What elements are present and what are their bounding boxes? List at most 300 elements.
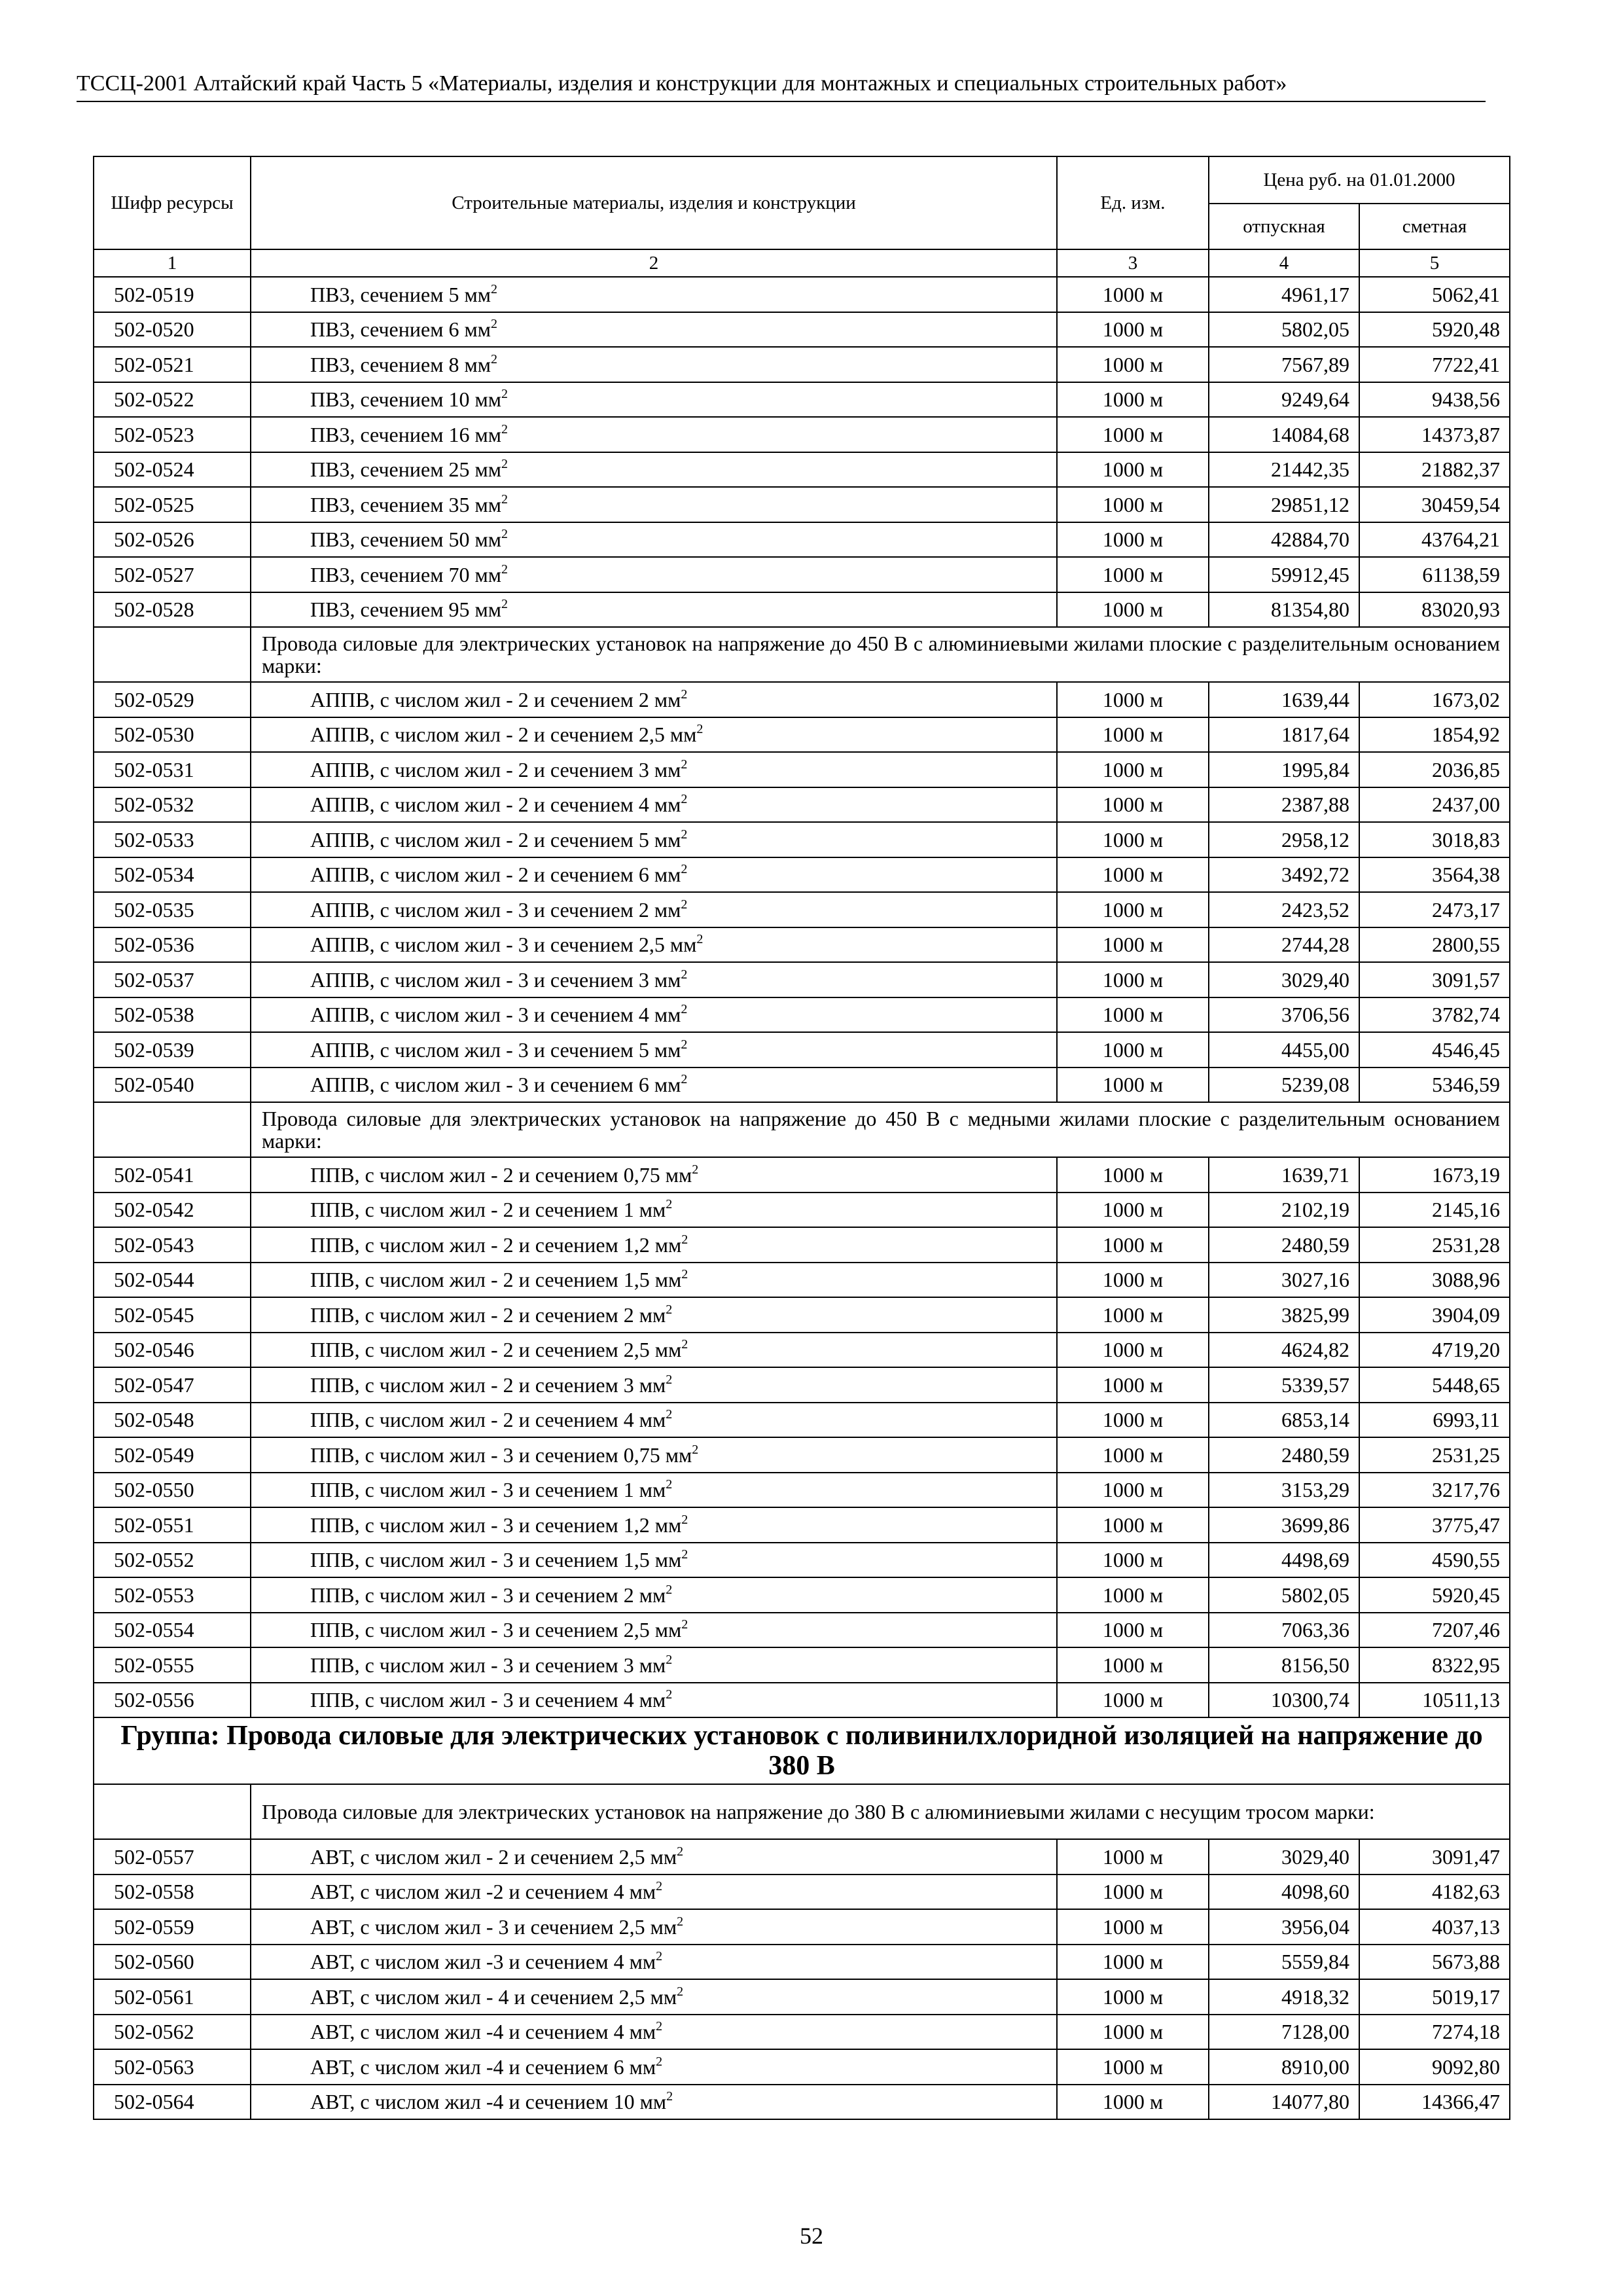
section-description-row	[94, 1102, 1510, 1157]
resource-code: 502-0559	[94, 1909, 251, 1945]
superscript: 2	[681, 967, 688, 982]
unit: 1000 м	[1057, 1437, 1209, 1473]
material-name	[251, 1473, 1057, 1508]
superscript: 2	[666, 1582, 673, 1597]
unit: 1000 м	[1057, 1909, 1209, 1945]
material-name-text: АВТ, с числом жил -2 и сечением 4 мм	[310, 1880, 656, 1904]
material-name	[251, 1437, 1057, 1473]
material-name-text: АВТ, с числом жил -4 и сечением 4 мм	[310, 2020, 656, 2044]
table-row	[94, 717, 1510, 753]
resource-code: 502-0541	[94, 1157, 251, 1193]
material-name	[251, 1157, 1057, 1193]
estimate-price: 5062,41	[1359, 277, 1510, 312]
table-row	[94, 557, 1510, 592]
table-row	[94, 592, 1510, 628]
material-name-text: ПВ3, сечением 25 мм	[310, 457, 501, 482]
resource-code: 502-0557	[94, 1839, 251, 1874]
superscript: 2	[501, 422, 508, 437]
resource-code: 502-0547	[94, 1367, 251, 1403]
section-description-row	[94, 627, 1510, 682]
material-name-text: АППВ, с числом жил - 2 и сечением 6 мм	[310, 863, 681, 887]
release-price: 2480,59	[1209, 1227, 1359, 1263]
price-table	[93, 156, 1510, 2120]
resource-code: 502-0533	[94, 822, 251, 857]
col-number: 4	[1209, 249, 1359, 277]
material-name-text: ППВ, с числом жил - 2 и сечением 1 мм	[310, 1198, 666, 1222]
col-number: 2	[251, 249, 1057, 277]
unit: 1000 м	[1057, 1613, 1209, 1648]
material-name-text: ПВ3, сечением 8 мм	[310, 352, 491, 376]
material-name-text: ППВ, с числом жил - 3 и сечением 2,5 мм	[310, 1618, 682, 1642]
release-price: 7128,00	[1209, 2015, 1359, 2050]
material-name-text: АВТ, с числом жил - 4 и сечением 2,5 мм	[310, 1984, 677, 2009]
table-row	[94, 1543, 1510, 1578]
material-name-text: АППВ, с числом жил - 2 и сечением 2,5 мм	[310, 723, 697, 747]
material-name	[251, 1613, 1057, 1648]
material-name-text: ППВ, с числом жил - 2 и сечением 1,2 мм	[310, 1232, 682, 1257]
unit: 1000 м	[1057, 1193, 1209, 1228]
resource-code: 502-0527	[94, 557, 251, 592]
release-price: 3153,29	[1209, 1473, 1359, 1508]
material-name	[251, 1297, 1057, 1333]
table-row	[94, 1403, 1510, 1438]
col-number: 1	[94, 249, 251, 277]
material-name	[251, 1507, 1057, 1543]
unit: 1000 м	[1057, 2015, 1209, 2050]
estimate-price: 2531,25	[1359, 1437, 1510, 1473]
release-price: 14084,68	[1209, 417, 1359, 452]
estimate-price: 83020,93	[1359, 592, 1510, 628]
release-price: 1817,64	[1209, 717, 1359, 753]
material-name-text: ПВ3, сечением 10 мм	[310, 387, 501, 412]
material-name-text: АППВ, с числом жил - 3 и сечением 5 мм	[310, 1037, 681, 1062]
estimate-price: 2531,28	[1359, 1227, 1510, 1263]
release-price: 3825,99	[1209, 1297, 1359, 1333]
estimate-price: 9092,80	[1359, 2049, 1510, 2085]
material-name	[251, 1647, 1057, 1683]
superscript: 2	[666, 1407, 673, 1422]
superscript: 2	[681, 897, 688, 912]
superscript: 2	[666, 1477, 673, 1492]
resource-code: 502-0552	[94, 1543, 251, 1578]
superscript: 2	[692, 1162, 699, 1177]
release-price: 81354,80	[1209, 592, 1359, 628]
estimate-price: 3782,74	[1359, 997, 1510, 1033]
resource-code: 502-0545	[94, 1297, 251, 1333]
resource-code: 502-0535	[94, 892, 251, 927]
resource-code: 502-0548	[94, 1403, 251, 1438]
superscript: 2	[692, 1442, 699, 1457]
material-name	[251, 717, 1057, 753]
material-name-text: АППВ, с числом жил - 2 и сечением 2 мм	[310, 687, 681, 711]
unit: 1000 м	[1057, 1874, 1209, 1910]
superscript: 2	[681, 1267, 688, 1282]
release-price: 2102,19	[1209, 1193, 1359, 1228]
table-row	[94, 1945, 1510, 1980]
estimate-price: 5019,17	[1359, 1979, 1510, 2015]
group-heading-row	[94, 1717, 1510, 1784]
section-description: Провода силовые для электрических установок на напряжение до 450 В с медными жилами плоские с разделительным основанием марки:	[251, 1102, 1510, 1157]
unit: 1000 м	[1057, 1067, 1209, 1103]
material-name-text: АВТ, с числом жил -4 и сечением 6 мм	[310, 2054, 656, 2079]
material-name	[251, 2049, 1057, 2085]
table-row	[94, 2015, 1510, 2050]
table-row	[94, 1979, 1510, 2015]
superscript: 2	[656, 1949, 663, 1964]
superscript: 2	[681, 687, 688, 702]
release-price: 3029,40	[1209, 962, 1359, 997]
superscript: 2	[677, 1984, 684, 1999]
superscript: 2	[681, 1617, 688, 1632]
empty-code-cell	[94, 1102, 251, 1157]
estimate-price: 30459,54	[1359, 487, 1510, 522]
release-price: 4098,60	[1209, 1874, 1359, 1910]
superscript: 2	[501, 387, 508, 402]
unit: 1000 м	[1057, 1403, 1209, 1438]
table-row	[94, 2049, 1510, 2085]
release-price: 2423,52	[1209, 892, 1359, 927]
release-price: 4624,82	[1209, 1333, 1359, 1368]
superscript: 2	[656, 2054, 663, 2069]
unit: 1000 м	[1057, 347, 1209, 382]
material-name	[251, 682, 1057, 717]
estimate-price: 3775,47	[1359, 1507, 1510, 1543]
release-price: 6853,14	[1209, 1403, 1359, 1438]
estimate-price: 1673,19	[1359, 1157, 1510, 1193]
resource-code: 502-0558	[94, 1874, 251, 1910]
material-name-text: ПВ3, сечением 6 мм	[310, 317, 491, 342]
table-row	[94, 1067, 1510, 1103]
material-name-text: ПВ3, сечением 5 мм	[310, 282, 491, 306]
release-price: 10300,74	[1209, 1683, 1359, 1718]
resource-code: 502-0543	[94, 1227, 251, 1263]
unit: 1000 м	[1057, 1473, 1209, 1508]
unit: 1000 м	[1057, 1683, 1209, 1718]
superscript: 2	[501, 457, 508, 472]
material-name-text: ППВ, с числом жил - 3 и сечением 0,75 мм	[310, 1443, 692, 1467]
superscript: 2	[681, 827, 688, 842]
material-name	[251, 1979, 1057, 2015]
unit: 1000 м	[1057, 752, 1209, 787]
unit: 1000 м	[1057, 682, 1209, 717]
table-row	[94, 1473, 1510, 1508]
table-row	[94, 927, 1510, 963]
material-name-text: АППВ, с числом жил - 3 и сечением 6 мм	[310, 1073, 681, 1097]
superscript: 2	[501, 527, 508, 542]
resource-code: 502-0546	[94, 1333, 251, 1368]
unit: 1000 м	[1057, 997, 1209, 1033]
estimate-price: 7274,18	[1359, 2015, 1510, 2050]
estimate-price: 14366,47	[1359, 2085, 1510, 2120]
material-name	[251, 997, 1057, 1033]
estimate-price: 5448,65	[1359, 1367, 1510, 1403]
table-body	[94, 277, 1510, 2119]
superscript: 2	[490, 317, 497, 332]
material-name-text: АППВ, с числом жил - 3 и сечением 2,5 мм	[310, 933, 697, 957]
release-price: 5802,05	[1209, 312, 1359, 348]
resource-code: 502-0524	[94, 452, 251, 488]
resource-code: 502-0549	[94, 1437, 251, 1473]
table-row	[94, 682, 1510, 717]
estimate-price: 3091,47	[1359, 1839, 1510, 1874]
resource-code: 502-0550	[94, 1473, 251, 1508]
table-row	[94, 1613, 1510, 1648]
resource-code: 502-0531	[94, 752, 251, 787]
release-price: 1639,71	[1209, 1157, 1359, 1193]
material-name-text: АППВ, с числом жил - 2 и сечением 5 мм	[310, 827, 681, 852]
superscript: 2	[681, 1037, 688, 1052]
estimate-price: 4037,13	[1359, 1909, 1510, 1945]
unit: 1000 м	[1057, 312, 1209, 348]
superscript: 2	[501, 562, 508, 577]
estimate-price: 2437,00	[1359, 787, 1510, 823]
estimate-price: 61138,59	[1359, 557, 1510, 592]
release-price: 3699,86	[1209, 1507, 1359, 1543]
table-row	[94, 1193, 1510, 1228]
superscript: 2	[666, 1652, 673, 1667]
release-price: 5802,05	[1209, 1577, 1359, 1613]
page-number: 52	[800, 2223, 823, 2249]
release-price: 59912,45	[1209, 557, 1359, 592]
release-price: 3706,56	[1209, 997, 1359, 1033]
estimate-price: 21882,37	[1359, 452, 1510, 488]
material-name-text: АВТ, с числом жил - 2 и сечением 2,5 мм	[310, 1844, 677, 1869]
estimate-price: 7207,46	[1359, 1613, 1510, 1648]
material-name-text: ППВ, с числом жил - 2 и сечением 4 мм	[310, 1408, 666, 1432]
document-header: ТССЦ-2001 Алтайский край Часть 5 «Материалы, изделия и конструкции для монтажных и специальных строительных работ»	[77, 71, 1486, 102]
material-name	[251, 787, 1057, 823]
resource-code: 502-0555	[94, 1647, 251, 1683]
material-name-text: ППВ, с числом жил - 2 и сечением 2 мм	[310, 1302, 666, 1327]
release-price: 5239,08	[1209, 1067, 1359, 1103]
table-row	[94, 312, 1510, 348]
material-name	[251, 962, 1057, 997]
estimate-price: 1673,02	[1359, 682, 1510, 717]
unit: 1000 м	[1057, 1157, 1209, 1193]
unit: 1000 м	[1057, 487, 1209, 522]
resource-code: 502-0526	[94, 522, 251, 558]
table-row	[94, 1263, 1510, 1298]
estimate-price: 3018,83	[1359, 822, 1510, 857]
unit: 1000 м	[1057, 1979, 1209, 2015]
superscript: 2	[681, 862, 688, 877]
resource-code: 502-0553	[94, 1577, 251, 1613]
superscript: 2	[490, 281, 497, 296]
resource-code: 502-0522	[94, 382, 251, 418]
section-description: Провода силовые для электрических установок на напряжение до 380 В с алюминиевыми жилами с несущим тросом марки:	[251, 1784, 1510, 1839]
material-name	[251, 1032, 1057, 1067]
table-row	[94, 1683, 1510, 1718]
estimate-price: 4546,45	[1359, 1032, 1510, 1067]
material-name-text: АППВ, с числом жил - 2 и сечением 3 мм	[310, 757, 681, 781]
release-price: 3027,16	[1209, 1263, 1359, 1298]
resource-code: 502-0532	[94, 787, 251, 823]
estimate-price: 43764,21	[1359, 522, 1510, 558]
unit: 1000 м	[1057, 277, 1209, 312]
estimate-price: 2036,85	[1359, 752, 1510, 787]
estimate-price: 2145,16	[1359, 1193, 1510, 1228]
table-row	[94, 822, 1510, 857]
estimate-price: 6993,11	[1359, 1403, 1510, 1438]
unit: 1000 м	[1057, 592, 1209, 628]
unit: 1000 м	[1057, 2085, 1209, 2120]
table-row	[94, 1874, 1510, 1910]
table-row	[94, 417, 1510, 452]
material-name	[251, 2015, 1057, 2050]
section-description-row	[94, 1784, 1510, 1839]
unit: 1000 м	[1057, 2049, 1209, 2085]
table-row	[94, 382, 1510, 418]
estimate-price: 5673,88	[1359, 1945, 1510, 1980]
material-name-text: ППВ, с числом жил - 2 и сечением 0,75 мм	[310, 1162, 692, 1187]
table-row	[94, 1909, 1510, 1945]
unit: 1000 м	[1057, 1333, 1209, 1368]
estimate-price: 4182,63	[1359, 1874, 1510, 1910]
unit: 1000 м	[1057, 557, 1209, 592]
material-name	[251, 1543, 1057, 1578]
material-name	[251, 2085, 1057, 2120]
release-price: 2744,28	[1209, 927, 1359, 963]
material-name-text: ППВ, с числом жил - 3 и сечением 2 мм	[310, 1583, 666, 1607]
unit: 1000 м	[1057, 822, 1209, 857]
unit: 1000 м	[1057, 1297, 1209, 1333]
release-price: 4498,69	[1209, 1543, 1359, 1578]
unit: 1000 м	[1057, 1647, 1209, 1683]
estimate-price: 3564,38	[1359, 857, 1510, 893]
resource-code: 502-0529	[94, 682, 251, 717]
table-row	[94, 892, 1510, 927]
estimate-price: 2473,17	[1359, 892, 1510, 927]
resource-code: 502-0534	[94, 857, 251, 893]
material-name	[251, 1839, 1057, 1874]
material-name	[251, 452, 1057, 488]
superscript: 2	[666, 1687, 673, 1702]
superscript: 2	[696, 932, 704, 947]
release-price: 21442,35	[1209, 452, 1359, 488]
material-name-text: ППВ, с числом жил - 3 и сечением 3 мм	[310, 1653, 666, 1677]
material-name	[251, 822, 1057, 857]
material-name	[251, 1193, 1057, 1228]
estimate-price: 7722,41	[1359, 347, 1510, 382]
unit: 1000 м	[1057, 1367, 1209, 1403]
col-code-header: Шифр ресурсы	[94, 156, 251, 249]
material-name-text: АППВ, с числом жил - 2 и сечением 4 мм	[310, 793, 681, 817]
release-price: 2387,88	[1209, 787, 1359, 823]
table-row	[94, 962, 1510, 997]
material-name	[251, 927, 1057, 963]
resource-code: 502-0520	[94, 312, 251, 348]
col-price-header: Цена руб. на 01.01.2000	[1209, 156, 1510, 204]
estimate-price: 3904,09	[1359, 1297, 1510, 1333]
estimate-price: 10511,13	[1359, 1683, 1510, 1718]
superscript: 2	[656, 1879, 663, 1894]
superscript: 2	[666, 2089, 673, 2104]
resource-code: 502-0539	[94, 1032, 251, 1067]
col-unit-header: Ед. изм.	[1057, 156, 1209, 249]
table-row	[94, 1437, 1510, 1473]
material-name-text: АВТ, с числом жил -4 и сечением 10 мм	[310, 2090, 667, 2114]
superscript: 2	[677, 1844, 684, 1859]
unit: 1000 м	[1057, 1032, 1209, 1067]
material-name-text: ППВ, с числом жил - 2 и сечением 3 мм	[310, 1372, 666, 1397]
estimate-price: 1854,92	[1359, 717, 1510, 753]
empty-code-cell	[94, 627, 251, 682]
superscript: 2	[501, 597, 508, 612]
resource-code: 502-0538	[94, 997, 251, 1033]
release-price: 8910,00	[1209, 2049, 1359, 2085]
material-name	[251, 1403, 1057, 1438]
material-name	[251, 277, 1057, 312]
unit: 1000 м	[1057, 1543, 1209, 1578]
unit: 1000 м	[1057, 717, 1209, 753]
material-name-text: ПВ3, сечением 50 мм	[310, 528, 501, 552]
section-description: Провода силовые для электрических установок на напряжение до 450 В с алюминиевыми жилами плоские с разделительным основанием марки:	[251, 627, 1510, 682]
resource-code: 502-0523	[94, 417, 251, 452]
material-name-text: АВТ, с числом жил - 3 и сечением 2,5 мм	[310, 1914, 677, 1939]
group-heading: Группа: Провода силовые для электрических установок с поливинилхлоридной изоляцией на напряжение до 380 В	[94, 1717, 1510, 1784]
resource-code: 502-0519	[94, 277, 251, 312]
material-name	[251, 1909, 1057, 1945]
unit: 1000 м	[1057, 857, 1209, 893]
material-name	[251, 312, 1057, 348]
resource-code: 502-0542	[94, 1193, 251, 1228]
release-price: 14077,80	[1209, 2085, 1359, 2120]
superscript: 2	[501, 492, 508, 507]
col-number: 5	[1359, 249, 1510, 277]
table-row	[94, 857, 1510, 893]
estimate-price: 9438,56	[1359, 382, 1510, 418]
resource-code: 502-0536	[94, 927, 251, 963]
resource-code: 502-0561	[94, 1979, 251, 2015]
superscript: 2	[666, 1197, 673, 1212]
material-name	[251, 382, 1057, 418]
estimate-price: 14373,87	[1359, 417, 1510, 452]
release-price: 4455,00	[1209, 1032, 1359, 1067]
resource-code: 502-0551	[94, 1507, 251, 1543]
unit: 1000 м	[1057, 1839, 1209, 1874]
material-name	[251, 557, 1057, 592]
material-name	[251, 1874, 1057, 1910]
superscript: 2	[681, 1072, 688, 1087]
material-name-text: ППВ, с числом жил - 2 и сечением 1,5 мм	[310, 1268, 682, 1292]
unit: 1000 м	[1057, 382, 1209, 418]
unit: 1000 м	[1057, 1227, 1209, 1263]
col-price-estimate-header: сметная	[1359, 204, 1510, 249]
release-price: 2958,12	[1209, 822, 1359, 857]
table-row	[94, 1227, 1510, 1263]
superscript: 2	[681, 1547, 688, 1562]
table-row	[94, 1577, 1510, 1613]
empty-code-cell	[94, 1784, 251, 1839]
estimate-price: 3091,57	[1359, 962, 1510, 997]
release-price: 1995,84	[1209, 752, 1359, 787]
material-name-text: АППВ, с числом жил - 3 и сечением 4 мм	[310, 1003, 681, 1027]
unit: 1000 м	[1057, 522, 1209, 558]
table-row	[94, 1333, 1510, 1368]
material-name-text: ПВ3, сечением 35 мм	[310, 492, 501, 516]
superscript: 2	[490, 351, 497, 367]
table-row	[94, 487, 1510, 522]
material-name-text: ППВ, с числом жил - 3 и сечением 1 мм	[310, 1478, 666, 1502]
superscript: 2	[681, 1337, 688, 1352]
superscript: 2	[681, 1002, 688, 1017]
material-name	[251, 1945, 1057, 1980]
estimate-price: 4719,20	[1359, 1333, 1510, 1368]
estimate-price: 5920,45	[1359, 1577, 1510, 1613]
estimate-price: 2800,55	[1359, 927, 1510, 963]
col-name-header: Строительные материалы, изделия и конструкции	[251, 156, 1057, 249]
unit: 1000 м	[1057, 1507, 1209, 1543]
